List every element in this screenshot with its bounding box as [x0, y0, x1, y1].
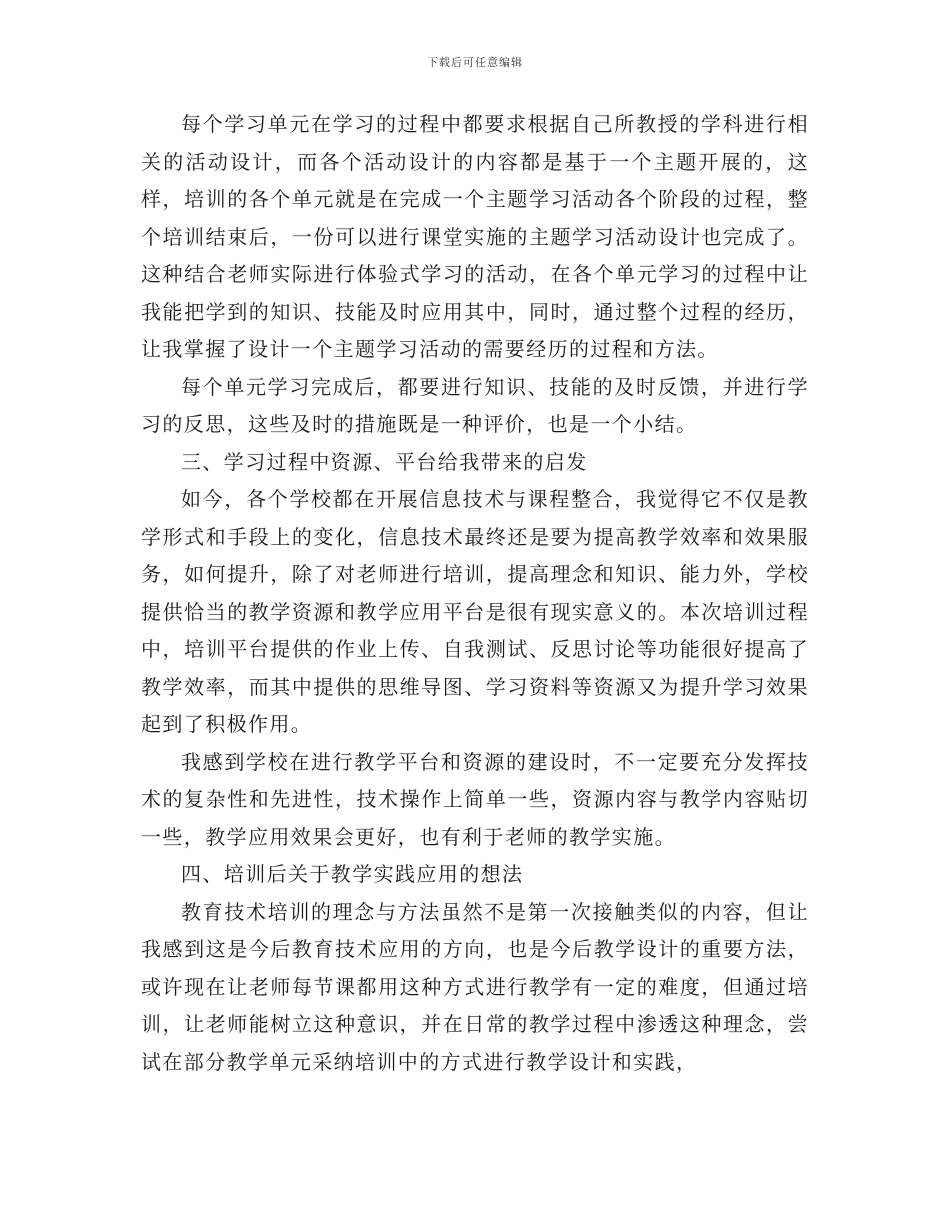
- paragraph-training-ideas: 教育技术培训的理念与方法虽然不是第一次接触类似的内容，但让我感到这是今后教育技术应用的方向，也是今后教学设计的重要方法，或许现在让老师每节课都用这种方式进行教学有一定的难度，但通过培训，让老师能树立这种意识，并在日常的教学过程中渗透这种理念，尝试在部分教学单元采纳培训中的方式进行教学设计和实践，: [141, 899, 809, 1074]
- paragraph-unit-feedback: 每个单元学习完成后，都要进行知识、技能的及时反馈，并进行学习的反思，这些及时的措施既是一种评价，也是一个小结。: [141, 374, 809, 436]
- paragraph-platform-construction: 我感到学校在进行教学平台和资源的建设时，不一定要充分发挥技术的复杂性和先进性，技术操作上简单一些，资源内容与教学内容贴切一些，教学应用效果会更好，也有利于老师的教学实施。: [141, 749, 809, 849]
- document-body: [141, 106, 809, 1081]
- page-header: 下载后可任意编辑: [427, 56, 523, 69]
- section-heading-resources-platform: 三、学习过程中资源、平台给我带来的启发: [181, 449, 588, 474]
- section-heading-practice-application: 四、培训后关于教学实践应用的想法: [181, 862, 524, 886]
- paragraph-unit-activity-design: 每个学习单元在学习的过程中都要求根据自己所教授的学科进行相关的活动设计，而各个活动设计的内容都是基于一个主题开展的，这样，培训的各个单元就是在完成一个主题学习活动各个阶段的过程，整个培训结束后，一份可以进行课堂实施的主题学习活动设计也完成了。这种结合老师实际进行体验式学习的活动，在各个单元学习的过程中让我能把学到的知识、技能及时应用其中，同时，通过整个过程的经历，让我掌握了设计一个主题学习活动的需要经历的过程和方法。: [141, 112, 809, 361]
- paragraph-it-integration: 如今，各个学校都在开展信息技术与课程整合，我觉得它不仅是教学形式和手段上的变化，信息技术最终还是要为提高教学效率和效果服务，如何提升，除了对老师进行培训，提高理念和知识、能力外，学校提供恰当的教学资源和教学应用平台是很有现实意义的。本次培训过程中，培训平台提供的作业上传、自我测试、反思讨论等功能很好提高了教学效率，而其中提供的思维导图、学习资料等资源又为提升学习效果起到了积极作用。: [141, 487, 809, 736]
